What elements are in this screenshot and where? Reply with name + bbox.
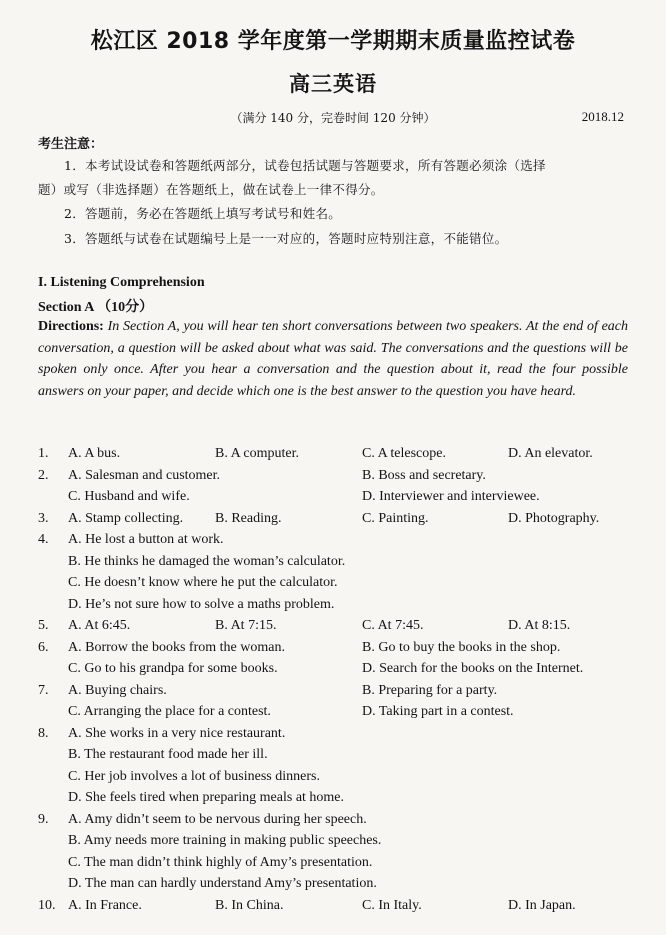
- notice-heading: 考生注意：: [38, 137, 104, 152]
- answer-option: D. Search for the books on the Internet.: [362, 661, 584, 676]
- answer-option: B. The restaurant food made her ill.: [68, 747, 268, 762]
- answer-option: C. Go to his grandpa for some books.: [68, 661, 278, 676]
- answer-option: C. In Italy.: [362, 897, 422, 913]
- answer-option: B. Go to buy the books in the shop.: [362, 639, 561, 655]
- directions-text: In Section A, you will hear ten short conversations between two speakers. At the end of each conversation, a question will be asked about what was said. The conversations and the questions will be spoken only once. After you hear a conversation and the question about it, read the four possible answers on your paper, and decide which one is the best answer to the question you have heard.: [38, 319, 629, 399]
- page-subtitle: 高三英语: [289, 72, 377, 96]
- answer-option: A. He lost a button at work.: [68, 532, 224, 547]
- section-heading: Section A （10分）: [38, 300, 154, 315]
- answer-option: B. A computer.: [215, 446, 299, 461]
- answer-option: A. In France.: [68, 897, 142, 913]
- answer-option: C. Husband and wife.: [68, 489, 190, 504]
- answer-option: B. In China.: [215, 897, 284, 913]
- answer-option: C. Arranging the place for a contest.: [68, 704, 271, 719]
- answer-option: B. He thinks he damaged the woman’s calculator.: [68, 553, 346, 569]
- question-number: 8.: [38, 725, 49, 741]
- answer-option: D. Taking part in a contest.: [362, 704, 514, 719]
- answer-option: A. Borrow the books from the woman.: [68, 639, 285, 655]
- answer-option: A. Buying chairs.: [68, 682, 167, 698]
- answer-option: C. A telescope.: [362, 446, 446, 461]
- page-title: 松江区 2018 学年度第一学期期末质量监控试卷: [90, 29, 576, 54]
- answer-option: C. The man didn’t think highly of Amy’s presentation.: [68, 854, 373, 870]
- answer-option: A. She works in a very nice restaurant.: [68, 725, 286, 741]
- answer-option: D. Interviewer and interviewee.: [362, 489, 540, 504]
- question-number: 5.: [38, 618, 49, 633]
- answer-option: A. At 6:45.: [68, 618, 131, 633]
- answer-option: C. He doesn’t know where he put the calculator.: [68, 575, 338, 590]
- notice-item: 题）或写（非选择题）在答题纸上，做在试卷上一律不得分。: [38, 182, 384, 197]
- answer-option: A. Salesman and customer.: [68, 467, 221, 483]
- answer-option: C. Her job involves a lot of business dinners.: [68, 768, 320, 784]
- answer-option: B. Boss and secretary.: [362, 467, 486, 483]
- answer-option: D. Photography.: [508, 510, 600, 526]
- answer-option: D. In Japan.: [508, 897, 576, 913]
- answer-option: C. Painting.: [362, 510, 429, 526]
- answer-option: D. The man can hardly understand Amy’s presentation.: [68, 876, 377, 891]
- notice-item: 1．本考试设试卷和答题纸两部分，试卷包括试题与答题要求，所有答题必须涂（选择: [64, 158, 546, 173]
- part-heading: I. Listening Comprehension: [38, 275, 205, 290]
- score-note: （满分 140 分，完卷时间 120 分钟）: [230, 111, 436, 125]
- directions: [38, 316, 628, 402]
- answer-option: B. Preparing for a party.: [362, 682, 498, 698]
- notice-item: 3．答题纸与试卷在试题编号上是一一对应的，答题时应特别注意，不能错位。: [64, 231, 508, 246]
- answer-option: A. A bus.: [68, 446, 121, 461]
- directions-label: Directions:: [38, 319, 104, 334]
- question-number: 3.: [38, 510, 49, 526]
- question-number: 7.: [38, 682, 49, 698]
- exam-date: 2018.12: [581, 109, 624, 124]
- answer-option: A. Amy didn’t seem to be nervous during her speech.: [68, 811, 367, 827]
- answer-option: B. At 7:15.: [215, 618, 277, 633]
- question-number: 4.: [38, 532, 49, 547]
- notice-item: 2．答题前，务必在答题纸上填写考试号和姓名。: [64, 206, 342, 221]
- answer-option: C. At 7:45.: [362, 618, 424, 633]
- answer-option: B. Amy needs more training in making public speeches.: [68, 833, 382, 848]
- question-number: 2.: [38, 467, 49, 483]
- question-number: 10.: [38, 897, 56, 913]
- answer-option: B. Reading.: [215, 510, 282, 526]
- question-number: 9.: [38, 811, 49, 827]
- question-number: 6.: [38, 639, 49, 655]
- answer-option: A. Stamp collecting.: [68, 510, 184, 526]
- question-number: 1.: [38, 446, 49, 461]
- answer-option: D. At 8:15.: [508, 618, 571, 633]
- answer-option: D. He’s not sure how to solve a maths problem.: [68, 596, 335, 612]
- answer-option: D. She feels tired when preparing meals at home.: [68, 790, 345, 805]
- answer-option: D. An elevator.: [508, 446, 593, 461]
